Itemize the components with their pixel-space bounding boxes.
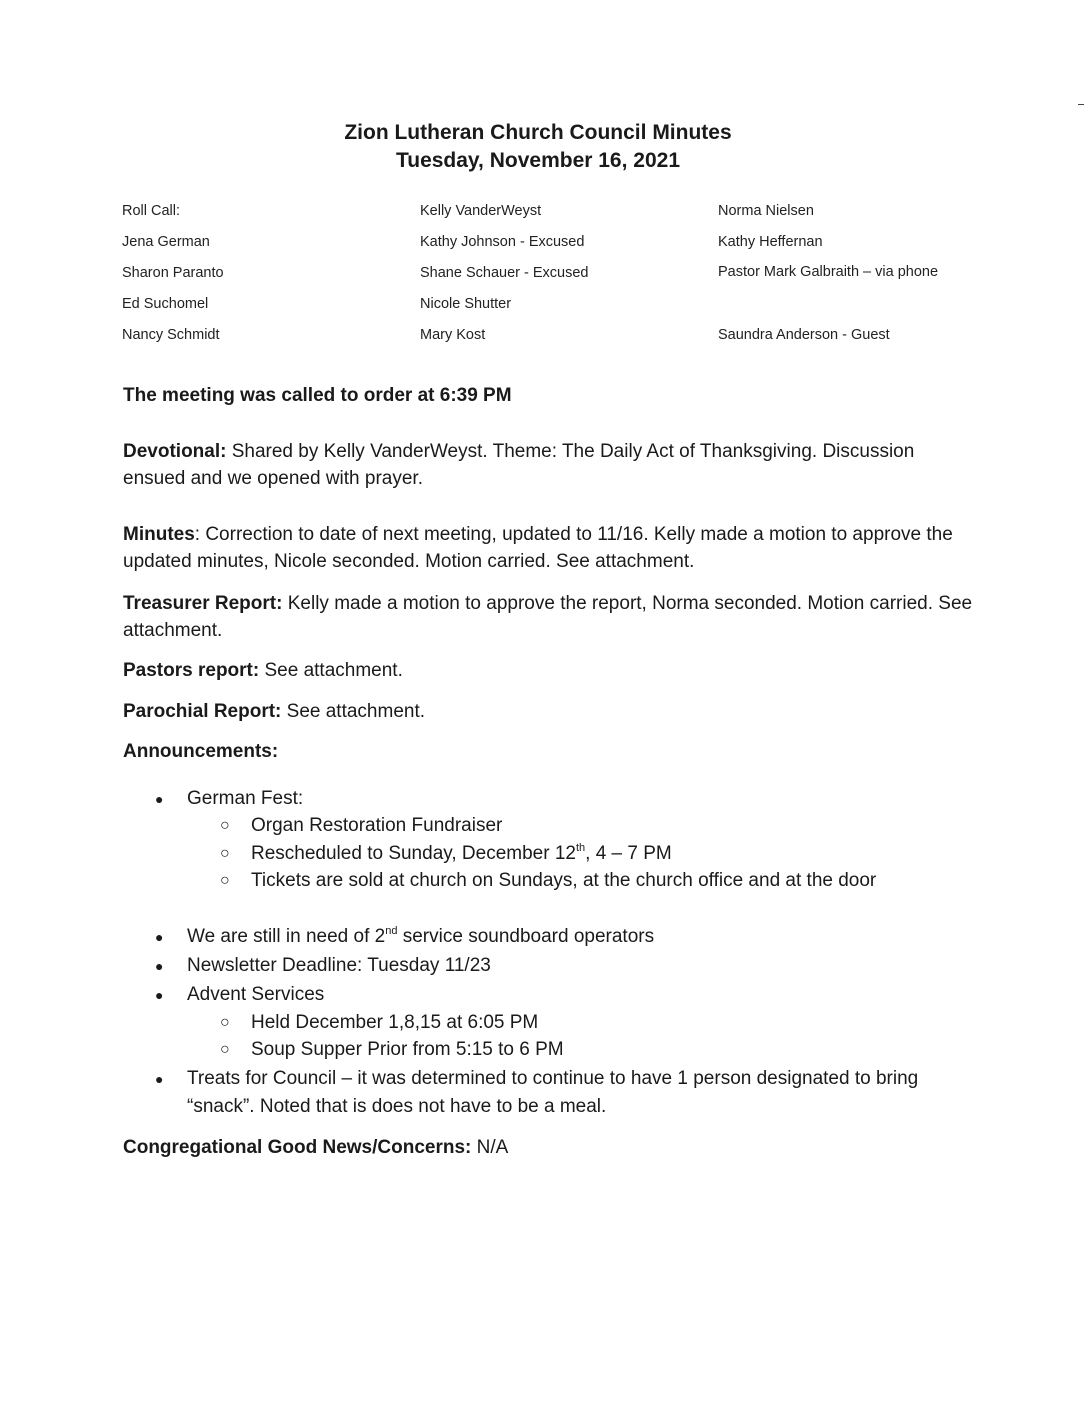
bullet-icon: ● xyxy=(155,1071,164,1087)
pastors-text: See attachment. xyxy=(264,660,403,681)
scan-mark xyxy=(1078,104,1084,105)
attendee: Jena German xyxy=(122,234,210,250)
document-title: Zion Lutheran Church Council Minutes xyxy=(344,121,732,144)
list-item: ● German Fest: xyxy=(187,785,947,813)
roll-call-column-3 xyxy=(718,200,948,355)
pastors-section xyxy=(123,657,973,684)
attendee: Norma Nielsen xyxy=(718,203,814,219)
attendee: Pastor Mark Galbraith – via phone xyxy=(718,264,939,280)
roll-call-column-1 xyxy=(122,200,224,355)
attendee: Sharon Paranto xyxy=(122,265,224,281)
circle-bullet-icon: ○ xyxy=(220,817,230,834)
treasurer-label: Treasurer Report: xyxy=(123,593,283,614)
pastors-label: Pastors report: xyxy=(123,660,260,681)
minutes-text: : Correction to date of next meeting, updated to 11/16. Kelly made a motion to approve the updated minutes, Nicole seconded. Motion carried. See attachment. xyxy=(123,524,953,572)
attendee: Ed Suchomel xyxy=(122,296,209,312)
circle-bullet-icon: ○ xyxy=(220,1014,230,1031)
list-item: ● We are still in need of 2nd service soundboard operators xyxy=(187,923,947,951)
sub-list-item: ○ Held December 1,8,15 at 6:05 PM xyxy=(251,1009,941,1037)
roll-call-column-2 xyxy=(420,200,588,355)
list-item: ● Advent Services xyxy=(187,981,947,1009)
circle-bullet-icon: ○ xyxy=(220,1041,230,1058)
sub-list-item: ○ Soup Supper Prior from 5:15 to 6 PM xyxy=(251,1036,941,1064)
parochial-section xyxy=(123,698,973,725)
called-to-order: The meeting was called to order at 6:39 PM xyxy=(123,385,512,406)
attendee: Saundra Anderson - Guest xyxy=(718,327,890,343)
treasurer-section xyxy=(123,590,973,644)
attendee: Nicole Shutter xyxy=(420,296,512,312)
attendee: Kelly VanderWeyst xyxy=(420,203,542,219)
attendee: Mary Kost xyxy=(420,327,486,343)
bullet-icon: ● xyxy=(155,929,164,945)
attendee: Nancy Schmidt xyxy=(122,327,220,343)
minutes-label: Minutes xyxy=(123,524,195,545)
devotional-section xyxy=(123,438,973,492)
sub-list-item: ○ Organ Restoration Fundraiser xyxy=(251,812,941,840)
attendee: Shane Schauer - Excused xyxy=(420,265,589,281)
minutes-section xyxy=(123,521,973,575)
devotional-label: Devotional: xyxy=(123,441,227,462)
sub-list-item: ○ Rescheduled to Sunday, December 12th, 4 – 7 PM xyxy=(251,840,941,868)
parochial-text: See attachment. xyxy=(286,701,426,722)
congregational-text: N/A xyxy=(476,1137,509,1158)
sub-list-item: ○ Tickets are sold at church on Sundays, at the church office and at the door xyxy=(251,867,921,895)
circle-bullet-icon: ○ xyxy=(220,845,230,862)
attendee: Kathy Heffernan xyxy=(718,234,823,250)
attendee: Kathy Johnson - Excused xyxy=(420,234,585,250)
meeting-date: Tuesday, November 16, 2021 xyxy=(395,149,681,172)
bullet-icon: ● xyxy=(155,958,164,974)
bullet-icon: ● xyxy=(155,791,164,807)
bullet-icon: ● xyxy=(155,987,164,1003)
parochial-label: Parochial Report: xyxy=(123,701,282,722)
treasurer-text: Kelly made a motion to approve the report, Norma seconded. Motion carried. See attachment. xyxy=(123,593,973,641)
devotional-text: Shared by Kelly VanderWeyst. Theme: The Daily Act of Thanksgiving. Discussion ensued and we opened with prayer. xyxy=(123,441,915,489)
roll-call-label: Roll Call: xyxy=(122,203,181,219)
circle-bullet-icon: ○ xyxy=(220,872,230,889)
announcements-heading: Announcements: xyxy=(123,741,279,762)
congregational-label: Congregational Good News/Concerns: xyxy=(123,1137,472,1158)
list-item: ● Treats for Council – it was determined to continue to have 1 person designated to bring “snack”. Noted that is does not have to be a meal. xyxy=(187,1065,947,1121)
list-item: ● Newsletter Deadline: Tuesday 11/23 xyxy=(187,952,947,980)
congregational-section xyxy=(123,1134,973,1161)
